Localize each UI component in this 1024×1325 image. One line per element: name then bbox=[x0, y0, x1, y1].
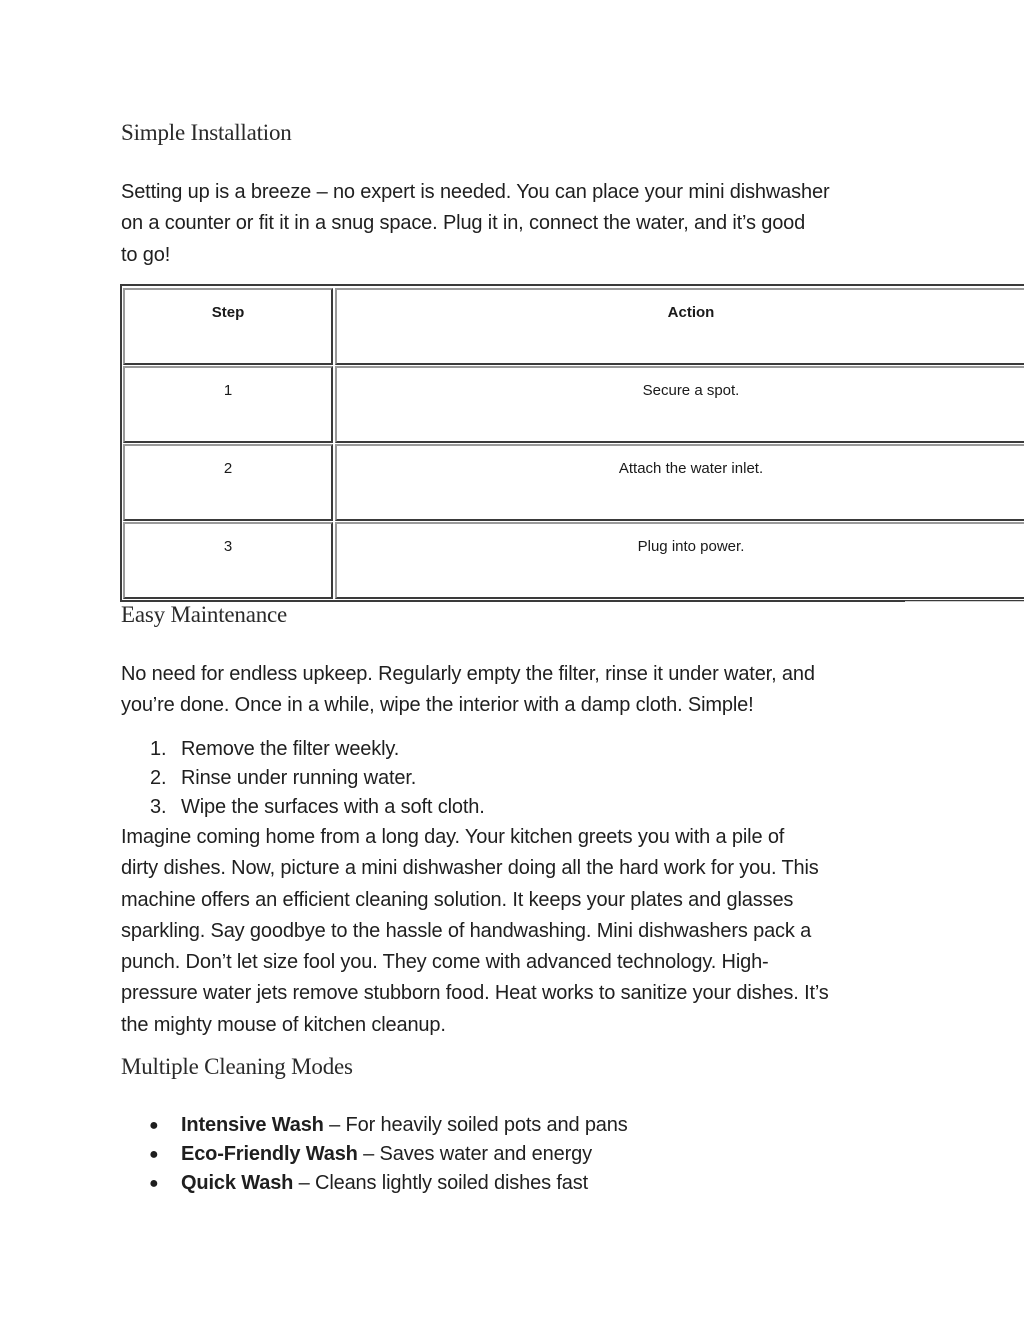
list-number: 3. bbox=[150, 796, 167, 818]
text-line: the mighty mouse of kitchen cleanup. bbox=[121, 1013, 446, 1036]
table-row bbox=[123, 522, 1024, 599]
heading-simple-installation: Simple Installation bbox=[121, 120, 292, 145]
divider bbox=[905, 601, 1024, 602]
heading-multiple-cleaning-modes: Multiple Cleaning Modes bbox=[121, 1054, 353, 1079]
table-row bbox=[123, 444, 1024, 521]
table-cell-step: 3 bbox=[123, 522, 333, 599]
mode-description: – For heavily soiled pots and pans bbox=[323, 1114, 628, 1136]
text-line: to go! bbox=[121, 243, 171, 266]
mode-name: Quick Wash bbox=[181, 1172, 294, 1194]
list-item-text bbox=[181, 1111, 628, 1140]
installation-steps-table bbox=[120, 284, 1024, 602]
text-line: on a counter or fit it in a snug space. Plug it in, connect the water, and it’s good bbox=[121, 212, 806, 235]
text-line: punch. Don’t let size fool you. They come with advanced technology. High- bbox=[121, 951, 769, 974]
mode-description: – Saves water and energy bbox=[357, 1143, 592, 1165]
table-header-row bbox=[123, 288, 1024, 365]
table-cell-action-text: Plug into power. bbox=[637, 538, 745, 555]
list-item-text: Remove the filter weekly. bbox=[181, 738, 400, 760]
installation-paragraph bbox=[121, 177, 911, 271]
text-line: dirty dishes. Now, picture a mini dishwasher doing all the hard work for you. This bbox=[121, 857, 819, 880]
list-item-text: Wipe the surfaces with a soft cloth. bbox=[181, 796, 485, 818]
list-item-text bbox=[181, 1140, 592, 1169]
text-line: machine offers an efficient cleaning solution. It keeps your plates and glasses bbox=[121, 888, 794, 911]
table-cell-action bbox=[335, 522, 1024, 599]
list-number: 1. bbox=[150, 738, 167, 760]
table-cell-action bbox=[335, 444, 1024, 521]
table-cell-step: 1 bbox=[123, 366, 333, 443]
text-line: Imagine coming home from a long day. Your kitchen greets you with a pile of bbox=[121, 826, 785, 848]
text-line: you’re done. Once in a while, wipe the interior with a damp cloth. Simple! bbox=[121, 694, 754, 717]
text-line: No need for endless upkeep. Regularly empty the filter, rinse it under water, and bbox=[121, 663, 815, 685]
bullet-icon: ● bbox=[149, 1175, 159, 1192]
table-header-step: Step bbox=[123, 288, 333, 365]
list-item-text bbox=[181, 1169, 588, 1198]
table-cell-action-text: Secure a spot. bbox=[642, 382, 740, 399]
bullet-icon: ● bbox=[149, 1146, 159, 1163]
mode-name: Intensive Wash bbox=[181, 1114, 324, 1136]
table-cell-step: 2 bbox=[123, 444, 333, 521]
table-header-action bbox=[335, 288, 1024, 365]
text-line: pressure water jets remove stubborn food. Heat works to sanitize your dishes. It’s bbox=[121, 982, 829, 1005]
text-line: Setting up is a breeze – no expert is needed. You can place your mini dishwasher bbox=[121, 181, 830, 203]
text-line: sparkling. Say goodbye to the hassle of handwashing. Mini dishwashers pack a bbox=[121, 919, 812, 942]
heading-easy-maintenance: Easy Maintenance bbox=[121, 602, 288, 627]
table-cell-action-text: Attach the water inlet. bbox=[618, 460, 764, 477]
maintenance-paragraph bbox=[121, 659, 911, 722]
mode-description: – Cleans lightly soiled dishes fast bbox=[293, 1172, 588, 1194]
list-item-text: Rinse under running water. bbox=[181, 767, 417, 789]
closing-paragraph bbox=[121, 822, 911, 1041]
table-row bbox=[123, 366, 1024, 443]
table-cell-action bbox=[335, 366, 1024, 443]
bullet-icon: ● bbox=[149, 1117, 159, 1134]
mode-name: Eco-Friendly Wash bbox=[181, 1143, 358, 1165]
table-header-action-label: Action bbox=[667, 304, 715, 321]
list-number: 2. bbox=[150, 767, 167, 789]
